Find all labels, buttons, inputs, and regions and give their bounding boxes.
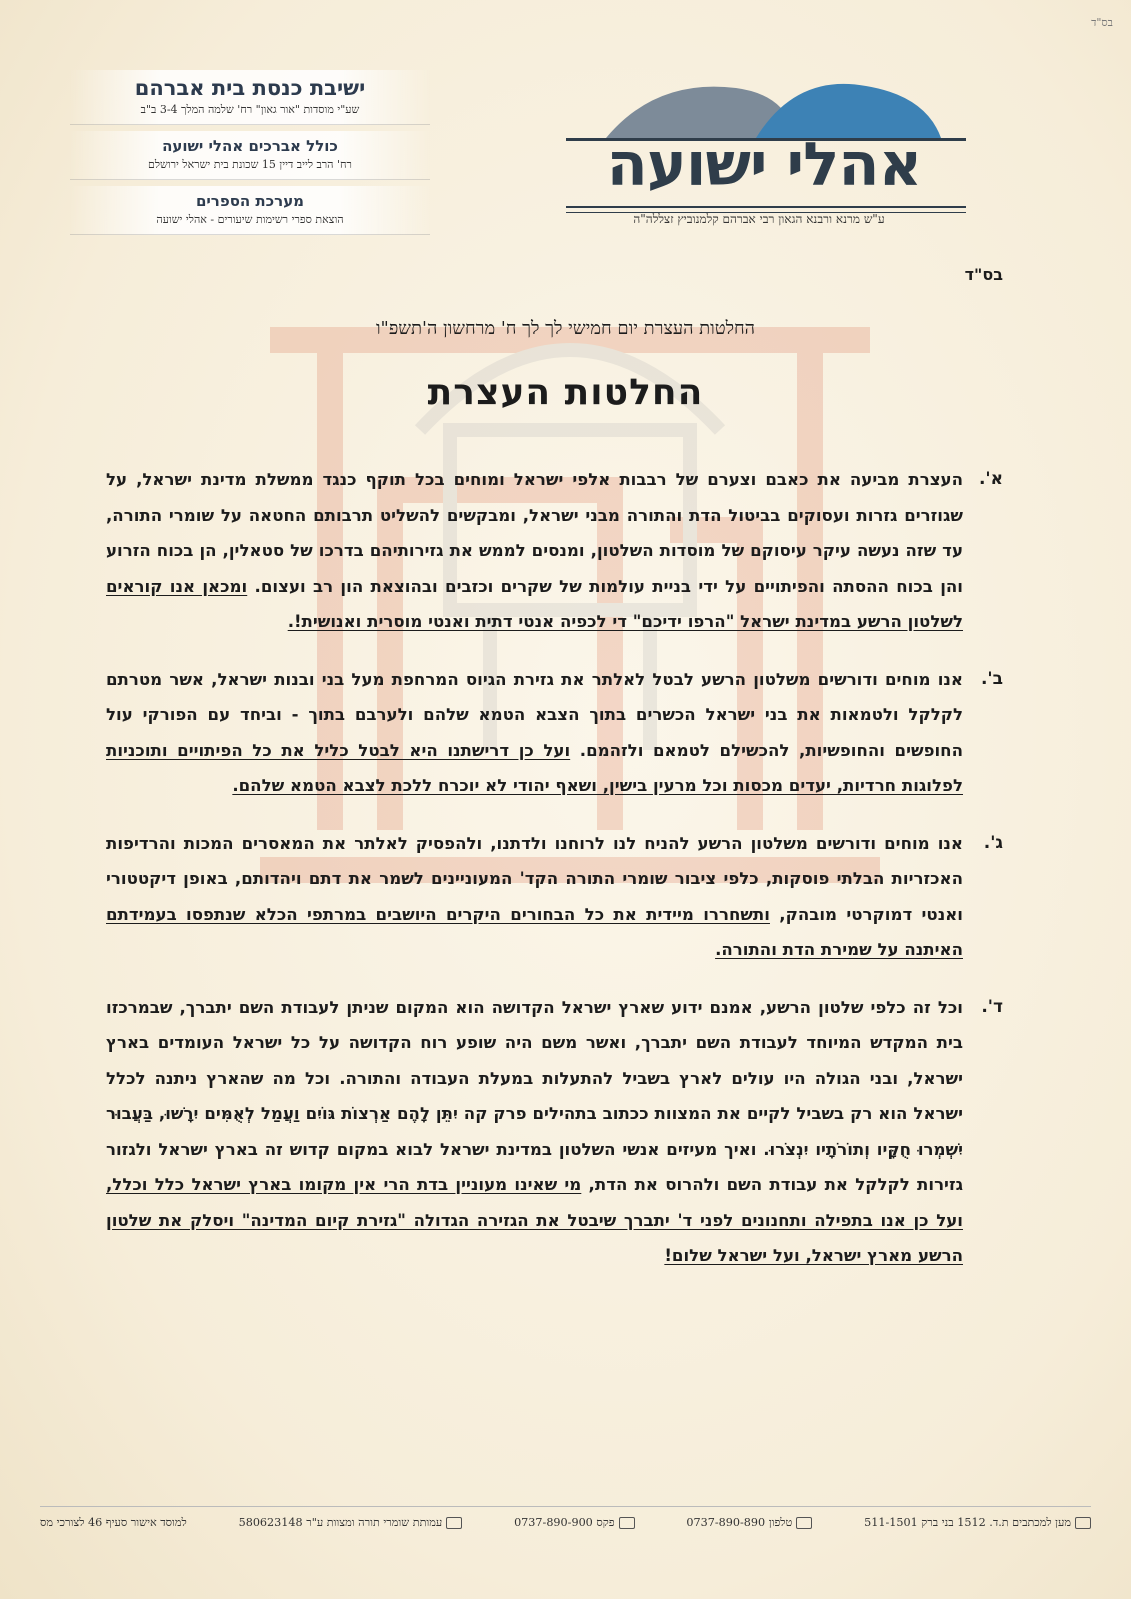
clause-body: אנו מוחים ודורשים משלטון הרשע להניח לנו לרוחנו ולדתנו, ולהפסיק לאלתר את המאסרים המכות והרדיפות האכזריות הבלתי פוסקות, כלפי ציבור שומרי התורה הקד' המעוניינים לשמר את דתם ויהדותם, באופן דיקטטורי ואנטי דמוקרטי מובהק,	[106, 833, 963, 924]
institution-title: ישיבת כנסת בית אברהם	[134, 76, 366, 100]
document-title: החלטות העצרת	[427, 372, 704, 413]
footer	[40, 1506, 1091, 1537]
institution-subtitle: שע"י מוסדות "אור גאון" רח' שלמה המלך 3-4 ב"ב	[140, 103, 360, 116]
bsd-mark: בס"ד	[964, 265, 1003, 284]
institution-yeshiva	[70, 70, 430, 125]
envelope-icon	[1075, 1517, 1091, 1529]
clause-label: ג'.	[983, 832, 1003, 853]
clause-text	[106, 662, 963, 804]
clause-label: א'.	[978, 469, 1003, 489]
resolution-clause	[106, 990, 1003, 1274]
document-subtitle: החלטות העצרת יום חמישי לך לך ח' מרחשון ה'תשפ"ו	[375, 318, 756, 339]
clause-text	[106, 826, 963, 968]
institution-title: כולל אברכים אהלי ישועה	[162, 137, 338, 155]
footer-org: עמותת שומרי תורה ומצוות ע"ר 580623148	[239, 1516, 463, 1529]
resolutions-body	[106, 462, 1003, 1296]
clause-demand: ועל כן דרישתנו היא לבטל כליל את כל הפיתויים ותוכניות לפלוגות חרדיות, יעדים מכסות וכל מרעין בישין, ושאף יהודי לא יוכרח ללכת לצבא הטמא שלהם.	[106, 740, 963, 795]
footer-mail: מען למכתבים ת.ד. 1512 בני ברק 511-1501	[864, 1516, 1091, 1529]
clause-body: העצרת מביעה את כאבם וצערם של רבבות אלפי ישראל ומוחים בכל תוקף כנגד ממשלת מדינת ישראל, על שגוזרים גזרות ועסוקים בביטול הדת והתורה מבני ישראל, ומבקשים להשליט תרבותם החטאה על שומרי התורה, עד שזה נעשה עיקר עיסוקם של מוסדות השלטון, ומנסים לממש את גזירותיהם בדרכו של סטאלין, הן בכוח הזרוע והן בכוח ההסתה והפיתויים על ידי בניית עולמות של שקרים וכזבים ובהוצאת הון רב ועצום.	[106, 470, 963, 596]
footer-phone: טלפון 0737-890-890	[686, 1516, 812, 1529]
clause-text	[106, 462, 963, 640]
resolution-clause	[106, 462, 1003, 640]
clause-body: אנו מוחים ודורשים משלטון הרשע לבטל לאלתר את גזירת הגיוס המרחפת מעל בני ובנות ישראל, אשר מטרתם לקלקל ולטמאות את בני ישראל הכשרים בתוך הצבא הטמא שלהם ולערבם בתוך - וביחד עם הפורקי עול החופשים והחופשיות, להכשילם לטמאם ולזהמם.	[106, 669, 963, 760]
institution-subtitle: רח' הרב לייב דיין 15 שכונת בית ישראל ירושלם	[148, 158, 352, 171]
briefcase-icon	[446, 1517, 462, 1529]
clause-demand: ומכאן אנו קוראים לשלטון הרשע במדינת ישראל "הרפו ידיכם" די לכפיה אנטי דתית ואנטי מוסרית ואנושית!.	[106, 576, 963, 631]
clause-demand: מי שאינו מעוניין בדת הרי אין מקומו בארץ ישראל כלל וכלל, ועל כן אנו בתפילה ותחנונים לפני ד' יתברך שיבטל את הגזירה הגדולה "גזירת קיום המדינה" ויסלק את שלטון הרשע מארץ ישראל, ועל ישראל שלום!	[106, 1175, 963, 1265]
clause-label: ד'.	[981, 996, 1003, 1017]
institution-books	[70, 186, 430, 235]
logo-text: אהלי ישועה	[606, 130, 922, 200]
resolution-clause	[106, 662, 1003, 804]
phone-icon	[796, 1517, 812, 1529]
clause-demand: ותשחררו מיידית את כל הבחורים היקרים היושבים במרתפי הכלא שנתפסו בעמידתם האיתנה על שמירת הדת והתורה.	[106, 904, 963, 959]
institution-block	[70, 70, 430, 241]
logo-caption: ע"ש מרנא ורבנא הגאון רבי אברהם קלמנוביץ זצללה"ה	[633, 212, 885, 226]
clause-body: וכל זה כלפי שלטון הרשע, אמנם ידוע שארץ ישראל הקדושה הוא המקום שניתן לעבודת השם יתברך, שבמרכזו בית המקדש המיוחד לעבודת השם יתברך, ואשר משם היה שופע רוח הקדושה על כל ישראל העומדים בארץ ישראל, ובני הגולה היו עולים לארץ בשביל להתעלות במעלת העבודה והתורה. וכל מה שהארץ ניתנה לכלל ישראל הוא רק בשביל לקיים את המצוות ככתוב בתהילים פרק קה יִתֵּן לָהֶם אַרְצוֹת גּוֹיִם וַעֲמַל לְאֻמִּים יִרָשׁוּ, בַּעֲבוּר יִשְׁמְרוּ חֻקָּיו וְתוֹרֹתָיו יִנְצֹרוּ. ואיך מעיזים אנשי השלטון במדינת ישראל לבוא במקום קדוש זה בארץ ישראל ולגזור גזירות לקלקל את עבודת השם ולהרוס את הדת,	[106, 997, 963, 1194]
clause-label: ב'.	[980, 668, 1003, 689]
clause-text	[106, 990, 963, 1274]
institution-subtitle: הוצאת ספרי רשימות שיעורים - אהלי ישועה	[156, 213, 344, 226]
institution-title: מערכת הספרים	[195, 192, 305, 210]
institution-kollel	[70, 131, 430, 180]
corner-mark: בס"ד	[1091, 16, 1113, 29]
fax-icon	[619, 1517, 635, 1529]
footer-tax: למוסד אישור סעיף 46 לצורכי מס	[40, 1515, 187, 1529]
footer-fax: פקס 0737-890-900	[514, 1516, 635, 1529]
resolution-clause	[106, 826, 1003, 968]
